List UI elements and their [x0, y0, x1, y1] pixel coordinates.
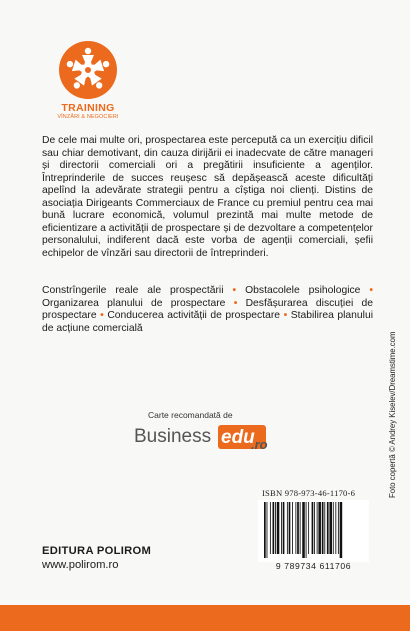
training-logo — [46, 40, 130, 130]
barcode-bar — [314, 502, 315, 554]
barcode-bar — [329, 502, 332, 554]
barcode-digits: 9 789734 611706 — [275, 561, 352, 571]
barcode-bar — [267, 502, 268, 558]
barcode-bars — [264, 502, 363, 558]
topic-item: Constrîngerile reale ale prospectării — [42, 285, 224, 296]
barcode-bar — [300, 502, 301, 554]
bullet-separator: • — [369, 285, 374, 296]
topic-item: Desfășurarea discuției de prospectare — [42, 297, 374, 322]
publisher-url: www.polirom.ro — [42, 559, 119, 571]
barcode-bar — [308, 502, 309, 554]
barcode-bar — [270, 502, 271, 554]
logo-title: TRAINING — [61, 102, 115, 114]
barcode-bar — [322, 502, 324, 554]
logo-subtitle: VÎNZĂRI & NEGOCIERI — [57, 114, 119, 120]
barcode-bar — [317, 502, 318, 554]
people-circle-icon — [58, 40, 118, 100]
barcode-bar — [287, 502, 288, 554]
barcode-bar — [281, 502, 282, 554]
barcode-bar — [297, 502, 299, 554]
bullet-separator: • — [283, 310, 288, 322]
barcode-bar — [302, 502, 305, 558]
brand-business-text: Business — [134, 426, 212, 447]
barcode-bar — [327, 502, 329, 554]
business-edu-logo — [133, 420, 283, 454]
barcode-bar — [295, 502, 296, 554]
publisher-name: EDITURA POLIROM — [42, 545, 152, 557]
topic-item: Organizarea planului de prospectare — [42, 297, 226, 309]
brand-edu-text: edu — [221, 427, 255, 448]
bullet-separator: • — [233, 297, 238, 309]
barcode-bar — [292, 502, 293, 554]
barcode-bar — [340, 502, 343, 558]
topics-list — [42, 285, 373, 335]
topic-item: Stabilirea planului de acțiune comercială — [42, 310, 374, 334]
barcode-bar — [264, 502, 266, 558]
barcode-bar — [277, 502, 280, 554]
barcode-bar — [283, 502, 285, 554]
description-paragraph: De cele mai multe ori, prospectarea este percepută ca un exercițiu dificil sau chiar demotivant, din cauza dirijării ei inadecvate de către manageri și directorii comerciali ori a pregătirii insuficiente a agenților. Întreprinderile de succes reușesc să depășească aceste dificultăți apelînd la adevărate strategii pentru a cîștiga noi clienți. Distins de asociația Dirigeants Commerciaux de France cu premiul pentru cea mai bună lucrare economică, volumul prezintă mai multe metode de eficientizare a activității de prospectare și de dezvoltare a competențelor personalului, indiferent dacă este vorba de agenții comerciali, șefii echipelor de vînzări sau directorii de întreprinderi. — [42, 135, 373, 259]
bullet-separator: • — [100, 310, 104, 322]
barcode-bar — [289, 502, 291, 554]
barcode — [258, 500, 369, 562]
photo-credit: Foto copertă © Andrey Kiselev/Dreamstime.com — [388, 331, 397, 498]
bottom-accent-band — [0, 605, 410, 631]
brand-tld-text: .ro — [251, 437, 268, 452]
topic-item: Obstacolele psihologice — [245, 285, 361, 296]
isbn-label: ISBN 978-973-46-1170-6 — [262, 488, 356, 498]
barcode-bar — [312, 502, 314, 554]
barcode-bar — [318, 502, 321, 554]
barcode-bar — [275, 502, 276, 554]
barcode-bar — [306, 502, 307, 558]
recommendation-label: Carte recomandată de — [148, 410, 233, 420]
barcode-bar — [338, 502, 339, 554]
barcode-bar — [333, 502, 334, 554]
barcode-bar — [324, 502, 325, 554]
topic-item: Conducerea activității de prospectare — [107, 310, 281, 322]
barcode-bar — [335, 502, 336, 554]
barcode-bar — [273, 502, 275, 554]
bullet-separator: • — [232, 285, 237, 296]
